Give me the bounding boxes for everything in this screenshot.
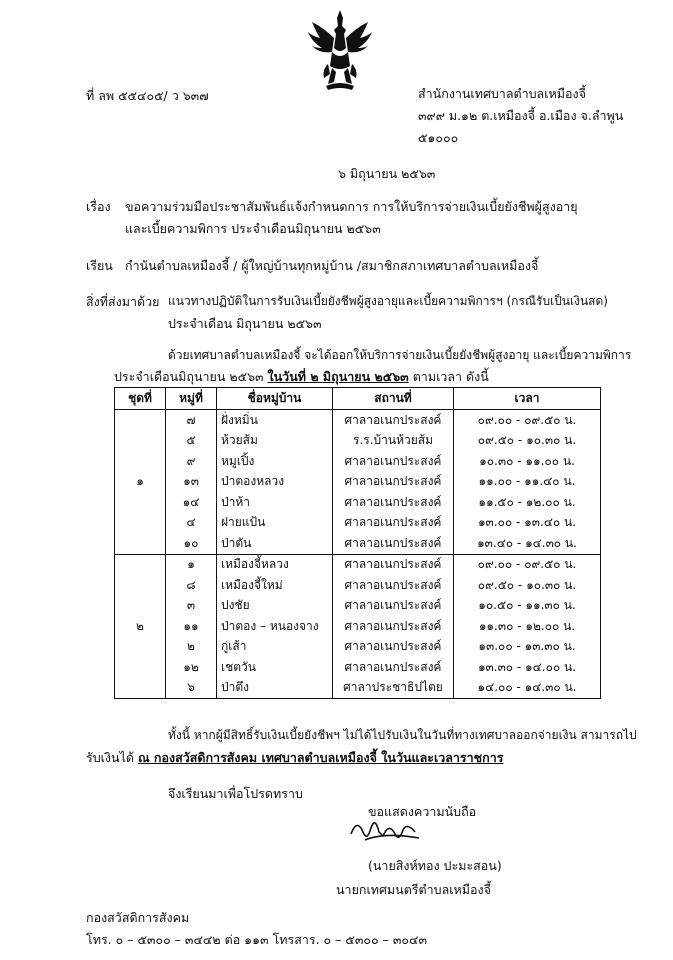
table-row (115, 431, 601, 452)
doc-number: ที่ ลพ ๕๕๔๐๕/ ว ๖๓๗ (86, 88, 209, 103)
time-cell: ๐๙.๐๐ - ๐๙.๕๐ น. (454, 554, 601, 575)
village-cell: เชตวัน (217, 657, 333, 678)
table-header-row (115, 388, 601, 410)
time-cell: ๑๐.๕๐ - ๑๑.๓๐ น. (454, 596, 601, 617)
place-cell: ศาลาอเนกประสงค์ (333, 657, 454, 678)
intro-line-2-post: ตามเวลา ดังนี้ (412, 369, 489, 384)
subject-line-1: ขอความร่วมมือประชาสัมพันธ์แจ้งกำหนดการ การให้บริการจ่ายเงินเบี้ยยังชีพผู้สูงอายุ (125, 199, 578, 214)
moo-cell: ๕ (166, 431, 217, 452)
intro-line-2-pre: ประจำเดือนมิถุนายน ๒๕๖๓ (114, 369, 264, 384)
village-cell: ป่าตองหลวง (217, 472, 333, 493)
moo-cell: ๑๐ (166, 533, 217, 554)
time-cell: ๑๑.๐๐ - ๑๑.๔๐ น. (454, 472, 601, 493)
moo-cell: ๓ (166, 596, 217, 617)
table-row (115, 533, 601, 554)
office-name: สำนักงานเทศบาลตำบลเหมืองจี้ (418, 86, 586, 101)
header-village: ชื่อหมู่บ้าน (217, 388, 333, 410)
time-cell: ๑๑.๓๐ - ๑๒.๐๐ น. (454, 616, 601, 637)
intro-date-highlight: ในวันที่ ๒ มิถุนายน ๒๕๖๓ (267, 369, 409, 384)
table-row (115, 451, 601, 472)
village-cell: ป่าตึง (217, 678, 333, 699)
closing-text: จึงเรียนมาเพื่อโปรดทราบ (168, 786, 303, 801)
village-cell: ห้วยส้ม (217, 431, 333, 452)
village-cell: ปงชัย (217, 596, 333, 617)
village-cell: ฝายแป้น (217, 513, 333, 534)
moo-cell: ๑๒ (166, 657, 217, 678)
village-cell: ป่าห้า (217, 492, 333, 513)
moo-cell: ๑๔ (166, 492, 217, 513)
footer-contact: โทร. ๐ – ๕๓๐๐ – ๓๔๔๒ ต่อ ๑๑๓ โทรสาร. ๐ – ๕๓๐๐ – ๓๐๔๓ (86, 932, 428, 947)
village-cell: ป่าตัน (217, 533, 333, 554)
village-cell: ฝั่งหมิ่น (217, 410, 333, 431)
place-cell: ศาลาอเนกประสงค์ (333, 616, 454, 637)
table-row (115, 575, 601, 596)
enclosure-line-1: แนวทางปฏิบัติในการรับเงินเบี้ยยังชีพผู้สูงอายุและเบี้ยความพิการฯ (กรณีรับเป็นเงินสด) (168, 294, 608, 308)
place-cell: ร.ร.บ้านห้วยส้ม (333, 431, 454, 452)
place-cell: ศาลาอเนกประสงค์ (333, 637, 454, 658)
note-line-2-pre: รับเงินได้ (86, 750, 134, 765)
village-cell: ป่าตอง – หนองจาง (217, 616, 333, 637)
place-cell: ศาลาอเนกประสงค์ (333, 472, 454, 493)
table-row (115, 410, 601, 431)
table-row (115, 637, 601, 658)
set-number: ๒ (115, 554, 166, 699)
signer-name: (นายสิงห์ทอง ปะมะสอน) (368, 858, 502, 873)
to-recipients: กำนันตำบลเหมืองจี้ / ผู้ใหญ่บ้านทุกหมู่บ้าน /สมาชิกสภาเทศบาลตำบลเหมืองจี้ (125, 258, 539, 273)
office-address: ๓๙๙ ม.๑๒ ต.เหมืองจี้ อ.เมือง จ.ลำพูน (418, 108, 624, 123)
time-cell: ๐๙.๐๐ - ๐๙.๕๐ น. (454, 410, 601, 431)
header-moo: หมู่ที่ (166, 388, 217, 410)
moo-cell: ๗ (166, 410, 217, 431)
time-cell: ๑๓.๐๐ - ๑๓.๔๐ น. (454, 513, 601, 534)
table-row (115, 554, 601, 575)
header-set: ชุดที่ (115, 388, 166, 410)
table-row (115, 616, 601, 637)
enclosure-label: สิ่งที่ส่งมาด้วย (86, 294, 160, 309)
office-postcode: ๕๑๐๐๐ (418, 130, 459, 145)
place-cell: ศาลาอเนกประสงค์ (333, 533, 454, 554)
note-location-highlight: ณ กองสวัสดิการสังคม เทศบาลตำบลเหมืองจี้ ในวันและเวลาราชการ (137, 750, 504, 765)
intro-line-2 (114, 367, 489, 387)
table-row (115, 513, 601, 534)
time-cell: ๑๓.๓๐ - ๑๔.๐๐ น. (454, 657, 601, 678)
moo-cell: ๖ (166, 678, 217, 699)
moo-cell: ๑๓ (166, 472, 217, 493)
table-row (115, 492, 601, 513)
header-time: เวลา (454, 388, 601, 410)
to-label: เรียน (86, 258, 113, 273)
schedule-table (114, 387, 601, 699)
place-cell: ศาลาอเนกประสงค์ (333, 451, 454, 472)
village-cell: หมูเปิ้ง (217, 451, 333, 472)
note-line-1: ทั้งนี้ หากผู้มีสิทธิ์รับเงินเบี้ยยังชีพฯ ไม่ได้ไปรับเงินในวันที่ทางเทศบาลออกจ่ายเงิน สามารถไป (168, 728, 637, 742)
set-number: ๑ (115, 410, 166, 555)
closing-regards: ขอแสดงความนับถือ (368, 804, 477, 819)
moo-cell: ๘ (166, 575, 217, 596)
time-cell: ๑๓.๔๐ - ๑๔.๓๐ น. (454, 533, 601, 554)
table-row (115, 472, 601, 493)
place-cell: ศาลาอเนกประสงค์ (333, 410, 454, 431)
moo-cell: ๒ (166, 637, 217, 658)
place-cell: ศาลาอเนกประสงค์ (333, 492, 454, 513)
signer-title: นายกเทศมนตรีตำบลเหมืองจี้ (336, 882, 491, 897)
subject-line-2: และเบี้ยความพิการ ประจำเดือนมิถุนายน ๒๕๖๓ (125, 221, 381, 236)
garuda-emblem-icon (306, 8, 374, 92)
enclosure-line-2: ประจำเดือน มิถุนายน ๒๕๖๓ (168, 316, 322, 331)
header-place: สถานที่ (333, 388, 454, 410)
moo-cell: ๙ (166, 451, 217, 472)
time-cell: ๑๔.๐๐ - ๑๔.๓๐ น. (454, 678, 601, 699)
village-cell: เหมืองจี้หลวง (217, 554, 333, 575)
footer-department: กองสวัสดิการสังคม (86, 910, 190, 925)
note-line-2 (86, 748, 503, 768)
time-cell: ๑๑.๕๐ - ๑๒.๐๐ น. (454, 492, 601, 513)
table-row (115, 596, 601, 617)
moo-cell: ๔ (166, 513, 217, 534)
place-cell: ศาลาประชาธิปไตย (333, 678, 454, 699)
place-cell: ศาลาอเนกประสงค์ (333, 575, 454, 596)
time-cell: ๐๙.๕๐ - ๑๐.๓๐ น. (454, 431, 601, 452)
village-cell: กู่เส้า (217, 637, 333, 658)
place-cell: ศาลาอเนกประสงค์ (333, 554, 454, 575)
intro-line-1: ด้วยเทศบาลตำบลเหมืองจี้ จะได้ออกให้บริการจ่ายเงินเบี้ยยังชีพผู้สูงอายุ และเบี้ยความพิการ (168, 348, 632, 362)
place-cell: ศาลาอเนกประสงค์ (333, 596, 454, 617)
village-cell: เหมืองจี้ใหม่ (217, 575, 333, 596)
table-row (115, 657, 601, 678)
moo-cell: ๑๑ (166, 616, 217, 637)
time-cell: ๑๐.๓๐ - ๑๑.๐๐ น. (454, 451, 601, 472)
letter-date: ๖ มิถุนายน ๒๕๖๓ (338, 166, 436, 181)
time-cell: ๐๙.๕๐ - ๑๐.๓๐ น. (454, 575, 601, 596)
table-row (115, 678, 601, 699)
time-cell: ๑๓.๐๐ - ๑๓.๓๐ น. (454, 637, 601, 658)
place-cell: ศาลาอเนกประสงค์ (333, 513, 454, 534)
moo-cell: ๑ (166, 554, 217, 575)
handwritten-signature-icon (345, 812, 425, 848)
subject-label: เรื่อง (86, 199, 111, 214)
